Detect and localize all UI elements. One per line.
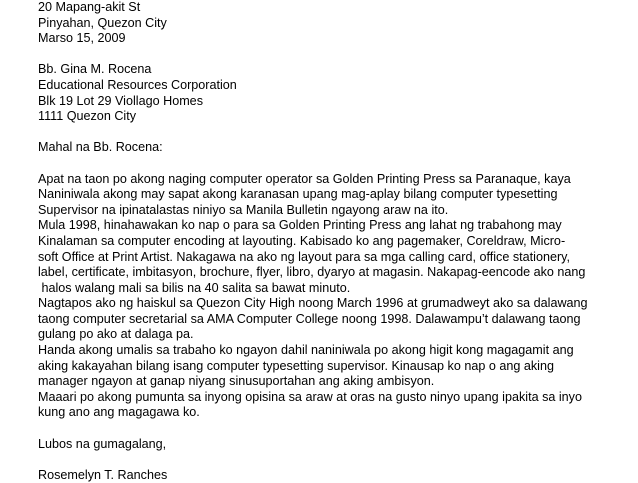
closing: Lubos na gumagalang,: [38, 436, 167, 451]
spacer: [38, 421, 633, 437]
body-line: Supervisor na ipinatalastas niniyo sa Manila Bulletin ngayong araw na ito.: [38, 202, 449, 217]
body-line: Mula 1998, hinahawakan ko nap o para sa Golden Printing Press ang lahat ng trabahong may: [38, 218, 562, 233]
spacer: [38, 125, 633, 141]
recipient-block: [38, 62, 633, 124]
recipient-name: Bb. Gina M. Rocena: [38, 62, 152, 77]
spacer: [38, 452, 633, 468]
recipient-company: Educational Resources Corporation: [38, 77, 237, 92]
body-line: Naniniwala akong may sapat akong karanasan upang mag-aplay bilang computer typesetting: [38, 187, 558, 202]
spacer: [38, 47, 633, 63]
sender-street: 20 Mapang-akit St: [38, 0, 141, 14]
body-line: aking kakayahan bilang isang computer typesetting supervisor. Kinausap ko nap o ang aking: [38, 358, 554, 373]
sender-address: [38, 0, 633, 47]
body-line: Maaari po akong pumunta sa inyong opisina sa araw at oras na gusto ninyo upang ipakita sa inyo: [38, 389, 582, 404]
body-line: Nagtapos ako ng haiskul sa Quezon City High noong March 1996 at grumadweyt ako sa dalawang: [38, 296, 588, 311]
letter: [38, 0, 633, 483]
body-line: kung ano ang magagawa ko.: [38, 405, 200, 420]
spacer: [38, 156, 633, 172]
body-line: halos walang mali sa bilis na 40 salita sa bawat minuto.: [38, 280, 351, 295]
letter-body: [38, 172, 633, 422]
body-line: Handa akong umalis sa trabaho ko ngayon dahil naniniwala po akong higit kong magagamit ang: [38, 343, 574, 358]
body-line: soft Office at Print Artist. Nakagawa na ako ng layout para sa mga calling card, office stationery,: [38, 249, 571, 264]
salutation: Mahal na Bb. Rocena:: [38, 140, 163, 155]
body-line: Apat na taon po akong naging computer operator sa Golden Printing Press sa Paranaque, kaya: [38, 171, 571, 186]
body-line: taong computer secretarial sa AMA Computer College noong 1998. Dalawampu’t dalawang taong: [38, 311, 581, 326]
signature: Rosemelyn T. Ranches: [38, 467, 168, 482]
letter-date: Marso 15, 2009: [38, 31, 126, 46]
body-line: manager ngayon at ganap niyang sinusuportahan ang aking ambisyon.: [38, 374, 435, 389]
body-line: gulang po ako at dalaga pa.: [38, 327, 194, 342]
sender-city: Pinyahan, Quezon City: [38, 15, 167, 30]
recipient-street: Blk 19 Lot 29 Viollago Homes: [38, 93, 203, 108]
body-line: Kinalaman sa computer encoding at layouting. Kabisado ko ang pagemaker, Coreldraw, Micro-: [38, 233, 566, 248]
body-line: label, certificate, imbitasyon, brochure, flyer, libro, dyaryo at magasin. Nakapag-eencode ako nang: [38, 265, 586, 280]
recipient-city: 1111 Quezon City: [38, 109, 137, 124]
